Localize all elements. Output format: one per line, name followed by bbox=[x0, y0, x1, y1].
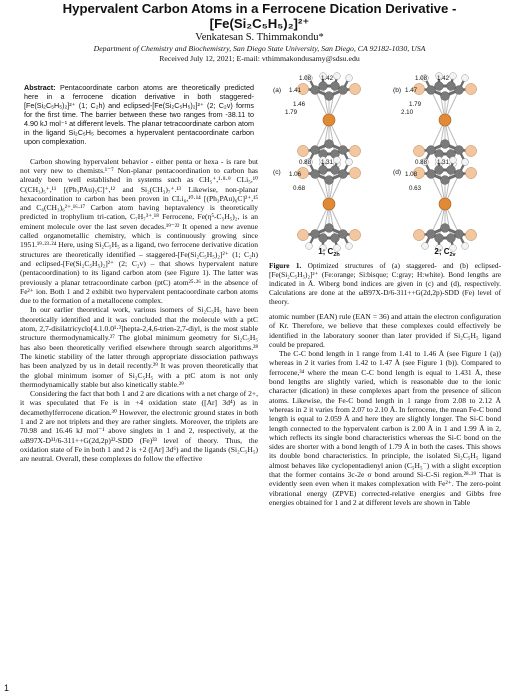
structure-label-2-sub: 2v bbox=[449, 252, 456, 258]
silicon-atom bbox=[465, 229, 476, 240]
hydrogen-atom bbox=[450, 245, 457, 252]
carbon-atom bbox=[339, 230, 348, 239]
paper-header bbox=[0, 0, 519, 63]
silicon-atom bbox=[349, 167, 360, 178]
silicon-atom bbox=[297, 145, 308, 156]
panel-label-b: (b) bbox=[393, 87, 402, 94]
bond-value-label: 1.08 bbox=[415, 75, 428, 82]
hydrogen-atom bbox=[462, 75, 469, 82]
carbon-atom bbox=[331, 166, 340, 175]
bond-value-label: 1.06 bbox=[289, 171, 302, 178]
panel-label-a: (a) bbox=[273, 87, 282, 94]
hydrogen-atom bbox=[346, 75, 353, 82]
bond-value-label: 0.88 bbox=[299, 159, 312, 166]
carbon-atom bbox=[447, 234, 456, 243]
carbon-atom bbox=[455, 86, 464, 95]
body-paragraph: The C-C bond length in 1 range from 1.41 to 1.46 Å (see Figure 1 (a)) whereas in 2 it varies from 1.42 to 1.47 Å (see Figure 1 (b)). Compared to ferrocene,³⁴ where the mean C-C bond length is equal to 1.431 Å, these bond lengths are slightly varied, which is reasonable due to the ionic character (dication) in these complexes apart from the presence of silicon atoms. Likewise, the Fe-C bond length in 1 range from 2.08 to 2.12 Å whereas in 2 it varies from 2.07 to 2.10 Å. In ferrocene, the mean Fe-C bond length is equal to 2.059 Å and here they are slightly longer. The Si-C bond length connected to the hypervalent carbon is 2.00 Å in 1 and 1.99 Å in 2, which reflects its single bond characteristics whereas the Si-C bond on the sides are shorter with a bond length of 1.79 Å in both the cases. This shows its double bond characteristics. In principle, the isolated Si₂C₅H₅ ligand almost behaves like cyclopentadienyl anion (C₅H₅⁻) with a slight exception that the former contains 3c-2e σ bond around Si-C-Si region.²⁸·²⁹ That is evidently seen even when it makes complexation with Fe²⁺. The zero-point vibrational energy (ZPVE) corrected-relative energies and Gibbs free energies obtained for 1 and 2 at different levels are shown in Table bbox=[269, 349, 501, 507]
carbon-atom bbox=[435, 82, 444, 91]
iron-atom bbox=[439, 198, 451, 210]
abstract bbox=[24, 84, 254, 147]
bond-value-label: 1.41 bbox=[289, 87, 302, 94]
affiliation: Department of Chemistry and Biochemistry, San Diego State University, San Diego, CA 92182-1030, USA bbox=[93, 44, 426, 53]
body-paragraph: Carbon showing hypervalent behavior - either penta or hexa - is rare but not very new to chemists.¹⁻⁷ Non-planar pentacoordination to carbon has already been well established in systems such as CH₅⁺,¹·⁸·⁹ CLi₅,¹⁰ C(CH₃)₅⁺,¹¹ [(Ph₃PAu)₅C]⁺,¹² and Si₂(CH₃)₇⁺.¹³ Likewise, non-planar hexacoordination to carbon has been proven in CLi₆,¹⁰·¹⁴ [(Ph₃PAu)₆C]²⁺,¹⁵ and C₆(CH₃)₆²⁺.¹⁶·¹⁷ Carbon atom having heptavalency is theoretically predicted in trophylium tri-cation, C₇H₇³⁺.¹⁸ Ferrocene, Fe(η⁵-C₅H₅)₂, is an eminent molecule over the last seven decades.¹⁹⁻²² It opened a new avenue called organometallic chemistry, which is continuously growing since 1951.¹⁹·²³·²⁴ Here, using Si₂C₅H₅ as a ligand, two ferrocene derivative dication structures are theoretically identified – staggered-[Fe(Si₂C₅H₅)₂]²⁺ (1; C₂h) and eclipsed-[Fe(Si₂C₅H₅)₂]²⁺ (2; C₂v) – that shows hypervalent nature (pentacoordination) to its ligand carbon atom (see Figure 1). The latter was previously a planar tetracoordinate carbon (ptC) atom²⁵·²⁶ in the absence of Fe²⁺ ion. Both 1 and 2 exhibit two hypervalent pentacoordinate carbon atoms due to the formation of a metallocene complex. bbox=[20, 156, 258, 306]
carbon-atom bbox=[441, 140, 450, 149]
carbon-atom bbox=[427, 230, 436, 239]
paper-title bbox=[0, 1, 519, 31]
carbon-atom bbox=[427, 170, 436, 179]
bond-value-label: 1.42 bbox=[321, 75, 334, 82]
hydrogen-atom bbox=[450, 73, 457, 80]
figure-caption bbox=[269, 261, 501, 306]
panel-label-c: (c) bbox=[273, 169, 281, 176]
bond-value-label: 1.08 bbox=[405, 171, 418, 178]
iron-atom bbox=[323, 114, 335, 126]
hydrogen-atom bbox=[462, 159, 469, 166]
hydrogen-atom bbox=[450, 157, 457, 164]
hydrogen-atom bbox=[462, 243, 469, 250]
silicon-atom bbox=[413, 229, 424, 240]
carbon-atom bbox=[311, 86, 320, 95]
carbon-atom bbox=[319, 234, 328, 243]
body-paragraph: atomic number (EAN) rule (EAN = 36) and attain the electron configuration of Kr. Therefore, we believe that these complexes could effectively be identified in the laboratory sooner than later provided if Si₂C₅H₅ ligand could be prepared. bbox=[269, 312, 501, 349]
bond-value-label: 1.79 bbox=[409, 101, 422, 108]
caption-text: Optimized structures of (a) staggered- and (b) eclipsed-[Fe(Si₂C₅H₅)₂]²⁺ (Fe:orange; Si:bisque; C:gray; H:white). Bond lengths are indicated in Å. Wiberg bond indices are given in (c) and (d), respectively. Calculations are done at the ωB97X-D/6-311++G(2d,2p)-SDD (Fe) level of theory. bbox=[269, 261, 501, 306]
bond-value-label: 0.63 bbox=[409, 185, 422, 192]
carbon-atom bbox=[311, 146, 320, 155]
carbon-atom bbox=[455, 170, 464, 179]
carbon-atom bbox=[441, 224, 450, 233]
bond-value-label: 1.31 bbox=[437, 159, 450, 166]
structure-label-1-sub: 2h bbox=[333, 252, 340, 258]
figure-1 bbox=[269, 70, 501, 260]
caption-label: Figure 1. bbox=[269, 261, 302, 270]
bond-value-label: 1.31 bbox=[321, 159, 334, 166]
silicon-atom bbox=[413, 145, 424, 156]
bond-value-label: 1.46 bbox=[293, 101, 306, 108]
silicon-atom bbox=[465, 145, 476, 156]
carbon-atom bbox=[311, 230, 320, 239]
abstract-text: Pentacoordinate carbon atoms are theoretically predicted here in a ferrocene dication derivative in both staggered-[Fe(Si₂C₅H₅)₂]²⁺ (1; C₂h) and eclipsed-[Fe(Si₂C₅H₅)₂]²⁺ (2; C₂v) forms for the first time. The barrier between these two ranges from -38.11 to 4.90 kJ mol⁻¹ at different levels. The planar tetracoordinate carbon atom in the ligand Si₂C₅H₅ becomes a hypervalent pentacoordinate carbon upon complexation. bbox=[24, 83, 254, 146]
carbon-atom bbox=[455, 146, 464, 155]
bond-value-label: 2.10 bbox=[401, 109, 414, 116]
carbon-atom bbox=[455, 230, 464, 239]
silicon-atom bbox=[349, 83, 360, 94]
bond-value-label: 0.68 bbox=[293, 185, 306, 192]
carbon-atom bbox=[339, 170, 348, 179]
bond-value-label: 1.08 bbox=[299, 75, 312, 82]
title-line-2: [Fe(Si₂C₅H₅)₂]²⁺ bbox=[209, 16, 310, 31]
panel-label-d: (d) bbox=[393, 169, 402, 176]
carbon-atom bbox=[447, 166, 456, 175]
iron-atom bbox=[323, 198, 335, 210]
molecule-structures bbox=[269, 70, 501, 260]
silicon-atom bbox=[349, 229, 360, 240]
hydrogen-atom bbox=[346, 159, 353, 166]
carbon-atom bbox=[325, 176, 334, 185]
carbon-atom bbox=[331, 234, 340, 243]
structure-label-1: 1; $C_{2h}$ bbox=[318, 247, 340, 258]
carbon-atom bbox=[441, 92, 450, 101]
body-paragraph: In our earlier theoretical work, various isomers of Si₂C₅H₅ have been theoretically identified and it was concluded that the molecule with a ptC atom, 2,7-disilatricyclo[4.1.0.0¹·³]hepta-2,4,6-trien-2,7-diyl, is the most stable structure thermodynamically.²⁷ The global minimum geometry for Si₂C₅H₅ has also been theoretically verified elsewhere through search algorithms.²⁸ The kinetic stability of the latter through appropriate dissociation pathways has been analyzed by us in detail recently.²⁹ It was proven theoretically that the global minimum isomer of Si₂C₅H₅ with a ptC atom is not only thermodynamically stable but also kinetically stable.²⁹ bbox=[20, 305, 258, 389]
title-line-1: Hypervalent Carbon Atoms in a Ferrocene Dication Derivative - bbox=[62, 1, 457, 16]
carbon-atom bbox=[331, 82, 340, 91]
carbon-atom bbox=[339, 86, 348, 95]
bond-value-label: 1.47 bbox=[405, 87, 418, 94]
silicon-atom bbox=[465, 83, 476, 94]
carbon-atom bbox=[441, 176, 450, 185]
abstract-label: Abstract: bbox=[24, 83, 56, 92]
hydrogen-atom bbox=[346, 243, 353, 250]
carbon-atom bbox=[339, 146, 348, 155]
right-column bbox=[269, 70, 501, 507]
silicon-atom bbox=[297, 229, 308, 240]
carbon-atom bbox=[447, 82, 456, 91]
carbon-atom bbox=[319, 82, 328, 91]
bond-value-label: 1.42 bbox=[437, 75, 450, 82]
bond-value-label: 1.79 bbox=[285, 109, 298, 116]
hydrogen-atom bbox=[306, 243, 313, 250]
hydrogen-atom bbox=[334, 73, 341, 80]
left-column bbox=[20, 70, 258, 463]
iron-atom bbox=[439, 114, 451, 126]
carbon-atom bbox=[435, 166, 444, 175]
carbon-atom bbox=[319, 166, 328, 175]
hydrogen-atom bbox=[422, 243, 429, 250]
carbon-atom bbox=[427, 86, 436, 95]
carbon-atom bbox=[435, 234, 444, 243]
hydrogen-atom bbox=[334, 245, 341, 252]
page-number: 1 bbox=[4, 683, 10, 693]
silicon-atom bbox=[349, 145, 360, 156]
hydrogen-atom bbox=[334, 157, 341, 164]
silicon-atom bbox=[465, 167, 476, 178]
carbon-atom bbox=[311, 170, 320, 179]
carbon-atom bbox=[325, 224, 334, 233]
author: Venkatesan S. Thimmakondu* bbox=[195, 32, 324, 43]
structure-label-2: 2; $C_{2v}$ bbox=[434, 247, 456, 258]
bond-value-label: 0.88 bbox=[415, 159, 428, 166]
carbon-atom bbox=[427, 146, 436, 155]
received-line: Received July 12, 2021; E-mail: vthimmakondusamy@sdsu.edu bbox=[159, 54, 360, 63]
carbon-atom bbox=[325, 140, 334, 149]
body-paragraph: Considering the fact that both 1 and 2 are dications with a net charge of 2+, it was speculated that Fe is in +4 oxidation state ([Ar] 3d⁴) as in decamethylferrocene dication.³⁰ However, the electronic ground states in both 1 and 2 are not triplets and they are rather singlets. Moreover, the triplets are 70.98 and 16.46 kJ mol⁻¹ above singlets in 1 and 2, respectively, at the ωB97X-D³¹/6-311++G(2d,2p)³²-SDD (Fe)³³ level of theory. Thus, the oxidation state of Fe in both 1 and 2 is +2 ([Ar] 3d⁶) and the ligands (Si₂C₅H₅) are neutral. Overall, these complexes do follow the effective bbox=[20, 389, 258, 464]
carbon-atom bbox=[325, 92, 334, 101]
